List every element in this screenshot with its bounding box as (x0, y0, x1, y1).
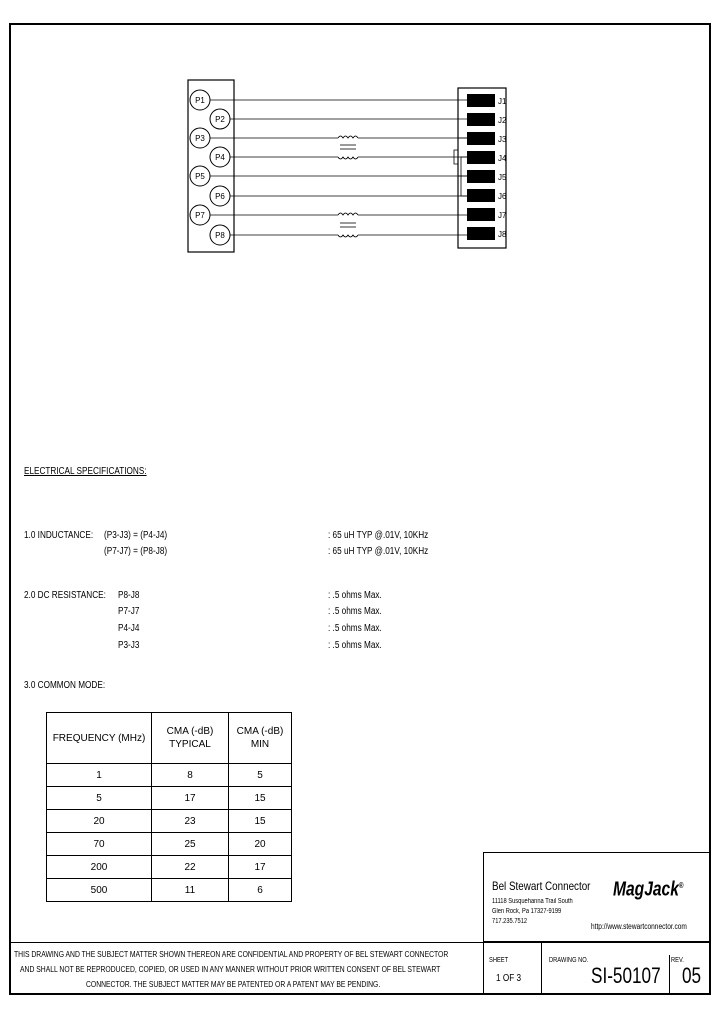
pin-j3-contact (467, 132, 495, 145)
table-row (47, 787, 292, 810)
disclaimer-line-3: CONNECTOR. THE SUBJECT MATTER MAY BE PATENTED OR A PATENT MAY BE PENDING. (86, 979, 381, 989)
table-cell: 5 (229, 764, 292, 787)
pin-j5-label: J5 (498, 173, 507, 182)
inductance-pair-1: (P3-J3) = (P4-J4) (104, 530, 168, 541)
table-header-row (47, 713, 292, 764)
pin-j1-contact (467, 94, 495, 107)
straight-wires (210, 100, 467, 196)
inductance-pair-2: (P7-J7) = (P8-J8) (104, 546, 168, 557)
pin-j1-label: J1 (498, 97, 507, 106)
divider-rev (669, 955, 670, 995)
table-cell: 1 (47, 764, 152, 787)
sheet-value: 1 OF 3 (496, 973, 522, 984)
pin-p5-label: P5 (195, 172, 205, 181)
website-link[interactable]: http://www.stewartconnector.com (591, 922, 687, 931)
pin-j4-label: J4 (498, 154, 507, 163)
dc-resistance-pins-4: P3-J3 (118, 640, 140, 651)
pin-j3-label: J3 (498, 135, 507, 144)
company-address-1: 11118 Susquehanna Trail South (492, 898, 573, 905)
choke-wires (210, 138, 467, 235)
dc-resistance-pins-2: P7-J7 (118, 606, 140, 617)
table-cell: 25 (152, 833, 229, 856)
drawing-number-label: DRAWING NO. (549, 957, 589, 964)
drawing-number: SI-50107 (591, 963, 661, 988)
common-mode-choke-1 (338, 136, 358, 159)
pin-p2-label: P2 (215, 115, 225, 124)
j-pair-ties (454, 138, 467, 196)
table-row (47, 833, 292, 856)
specs-heading: ELECTRICAL SPECIFICATIONS: (24, 466, 147, 477)
table-cell: 8 (152, 764, 229, 787)
table-cell: 17 (152, 787, 229, 810)
table-cell: 5 (47, 787, 152, 810)
header-frequency: FREQUENCY (MHz) (47, 713, 152, 764)
divider-sheet (541, 942, 542, 995)
table-cell: 70 (47, 833, 152, 856)
pin-p7-label: P7 (195, 211, 205, 220)
table-cell: 15 (229, 787, 292, 810)
table-cell: 11 (152, 879, 229, 902)
pin-j7-contact (467, 208, 495, 221)
dc-resistance-pins-3: P4-J4 (118, 623, 140, 634)
pin-p4-label: P4 (215, 153, 225, 162)
pin-j2-label: J2 (498, 116, 507, 125)
table-cell: 6 (229, 879, 292, 902)
pin-j2-contact (467, 113, 495, 126)
rev-value: 05 (682, 963, 702, 988)
table-cell: 15 (229, 810, 292, 833)
table-cell: 23 (152, 810, 229, 833)
table-cell: 22 (152, 856, 229, 879)
table-row (47, 856, 292, 879)
table-cell: 20 (229, 833, 292, 856)
header-cma-min: CMA (-dB) MIN (229, 713, 292, 764)
dc-resistance-value-4: : .5 ohms Max. (328, 640, 382, 651)
pin-p1-label: P1 (195, 96, 205, 105)
table-cell: 20 (47, 810, 152, 833)
table-row (47, 810, 292, 833)
disclaimer-line-2: AND SHALL NOT BE REPRODUCED, COPIED, OR USED IN ANY MANNER WITHOUT PRIOR WRITTEN CONSENT OF BEL STEWART (20, 964, 441, 974)
table-row (47, 879, 292, 902)
common-mode-label: 3.0 COMMON MODE: (24, 680, 106, 691)
dc-resistance-value-3: : .5 ohms Max. (328, 623, 382, 634)
company-name: Bel Stewart Connector (492, 879, 591, 893)
company-address-2: Glen Rock, Pa 17327-9199 (492, 908, 562, 915)
pin-j6-contact (467, 189, 495, 202)
table-cell: 200 (47, 856, 152, 879)
dc-resistance-value-1: : .5 ohms Max. (328, 590, 382, 601)
pin-j8-label: J8 (498, 230, 507, 239)
table-cell: 17 (229, 856, 292, 879)
pin-j8-contact (467, 227, 495, 240)
common-mode-choke-2 (338, 213, 358, 237)
common-mode-table (46, 712, 292, 902)
inductance-value-1: : 65 uH TYP @.01V, 10KHz (328, 530, 429, 541)
pin-j7-label: J7 (498, 211, 507, 220)
inductance-value-2: : 65 uH TYP @.01V, 10KHz (328, 546, 429, 557)
right-connector-housing (458, 88, 506, 248)
disclaimer-line-1: THIS DRAWING AND THE SUBJECT MATTER SHOWN THEREON ARE CONFIDENTIAL AND PROPERTY OF BEL STEWART CONNECTOR (14, 949, 449, 959)
pin-p8-label: P8 (215, 231, 225, 240)
table-cell: 500 (47, 879, 152, 902)
magjack-logo: MagJack® (613, 878, 684, 901)
header-cma-typical: CMA (-dB) TYPICAL (152, 713, 229, 764)
pin-p6-label: P6 (215, 192, 225, 201)
sheet-label: SHEET (489, 957, 509, 964)
inductance-label: 1.0 INDUCTANCE: (24, 530, 94, 541)
pin-p3-label: P3 (195, 134, 205, 143)
dc-resistance-pins-1: P8-J8 (118, 590, 140, 601)
rev-label: REV. (671, 957, 684, 964)
company-phone: 717.235.7512 (492, 918, 528, 925)
pin-j5-contact (467, 170, 495, 183)
pin-j6-label: J6 (498, 192, 507, 201)
pin-j4-contact (467, 151, 495, 164)
schematic-diagram (0, 0, 720, 260)
table-row (47, 764, 292, 787)
dc-resistance-label: 2.0 DC RESISTANCE: (24, 590, 106, 601)
dc-resistance-value-2: : .5 ohms Max. (328, 606, 382, 617)
